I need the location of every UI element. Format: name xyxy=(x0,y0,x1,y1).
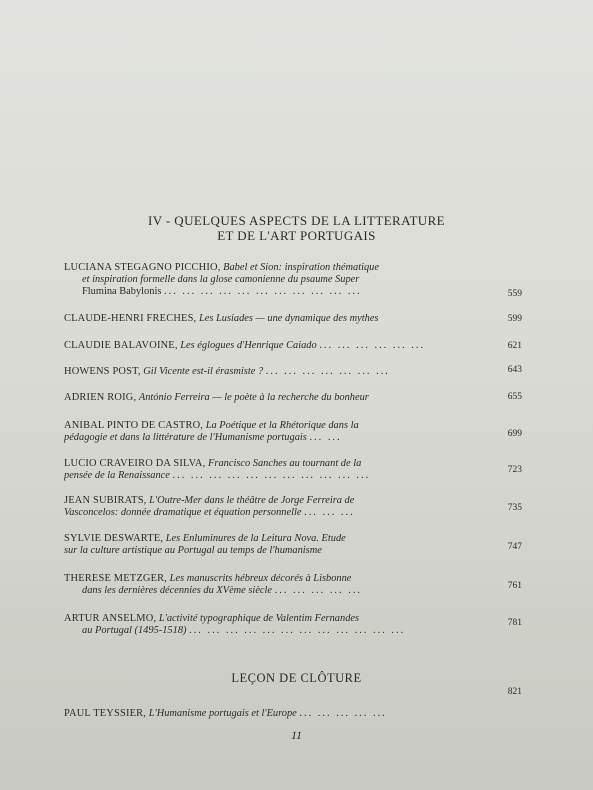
leader-dots: ... ... ... ... ... ... ... ... ... ... ... xyxy=(164,286,362,297)
toc-entry xyxy=(64,392,544,404)
leader-dots: ... ... ... ... ... ... ... ... ... ... ... xyxy=(172,470,371,481)
toc-entry xyxy=(64,340,544,352)
entry-page-number: 781 xyxy=(507,618,522,628)
toc-entry xyxy=(64,687,544,720)
page-number: 11 xyxy=(290,728,303,742)
toc-entry xyxy=(64,420,544,444)
entry-title-cont: pensée de la Renaissance xyxy=(64,470,170,481)
entry-author: ANIBAL PINTO DE CASTRO, xyxy=(64,420,204,431)
entry-page-number: 821 xyxy=(507,687,522,697)
entry-title: Francisco Sanches au tournant de la xyxy=(208,458,362,469)
entry-page-number: 761 xyxy=(507,581,522,591)
entry-title: Les manuscrits hébreux décorés à Lisbonne xyxy=(169,573,352,584)
entry-page-number: 747 xyxy=(507,542,522,552)
toc-entry xyxy=(64,262,544,298)
toc-entry xyxy=(64,458,544,482)
entry-title: L'Outre-Mer dans le théâtre de Jorge Ferreira de xyxy=(149,495,355,506)
toc-entry xyxy=(64,366,544,378)
entry-page-number: 735 xyxy=(507,503,522,513)
entry-author: PAUL TEYSSIER, xyxy=(64,708,147,719)
closing-heading: LEÇON DE CLÔTURE xyxy=(231,671,362,685)
entry-title: Babel et Sion: inspiration thématique xyxy=(223,262,379,273)
entry-author: LUCIO CRAVEIRO DA SILVA, xyxy=(64,458,206,469)
entry-author: LUCIANA STEGAGNO PICCHIO, xyxy=(64,262,221,273)
entry-author: CLAUDIE BALAVOINE, xyxy=(64,340,178,351)
entry-page-number: 699 xyxy=(507,429,522,439)
entry-author: HOWENS POST, xyxy=(64,366,141,377)
leader-dots: ... ... ... ... ... ... ... ... ... ... ... ... xyxy=(189,625,406,636)
entry-author: THERESE METZGER, xyxy=(64,573,168,584)
entry-title: L'Humanisme portugais et l'Europe xyxy=(148,708,297,719)
entry-page-number: 599 xyxy=(507,314,522,324)
toc-entry xyxy=(64,313,544,325)
leader-dots: ... ... ... ... ... xyxy=(274,585,363,596)
toc-entry xyxy=(64,613,544,637)
entry-title: La Poétique et la Rhétorique dans la xyxy=(205,420,359,431)
leader-dots: ... ... ... ... ... ... xyxy=(319,340,426,351)
entry-page-number: 655 xyxy=(507,392,522,402)
entry-author: JEAN SUBIRATS, xyxy=(64,495,147,506)
entry-title-cont: Vasconcelos: donnée dramatique et équation personnelle xyxy=(64,507,302,518)
toc-entry xyxy=(64,573,544,597)
entry-title-cont: sur la culture artistique au Portugal au temps de l'humanisme xyxy=(64,545,322,556)
entry-title: Les Lusiades — une dynamique des mythes xyxy=(198,313,379,324)
entry-title-cont: au Portugal (1495-1518) xyxy=(82,625,187,636)
leader-dots: ... ... ... ... ... ... ... xyxy=(265,366,390,377)
section-title-line2: ET DE L'ART PORTUGAIS xyxy=(217,228,376,243)
entry-title-cont: et inspiration formelle dans la glose camonienne du psaume Super xyxy=(82,274,360,285)
entry-page-number: 621 xyxy=(507,341,522,351)
entry-title-cont: dans les dernières décennies du XVème siècle xyxy=(82,585,273,596)
entry-author: ADRIEN ROIG, xyxy=(64,392,137,403)
leader-dots: ... ... ... ... ... xyxy=(299,708,387,719)
entry-title-cont: Flumina Babylonis xyxy=(82,286,162,297)
entry-title: António Ferreira — le poète à la recherche du bonheur xyxy=(138,392,369,403)
leader-dots: ... ... xyxy=(309,432,342,443)
entry-page-number: 559 xyxy=(507,289,522,299)
toc-entry xyxy=(64,533,544,557)
entry-page-number: 643 xyxy=(507,365,522,375)
entry-title: Gil Vicente est-il érasmiste ? xyxy=(143,366,264,377)
toc-entry xyxy=(64,495,544,519)
entry-title-cont: pédagogie et dans la littérature de l'Humanisme portugais xyxy=(64,432,307,443)
entry-title: Les Enluminures de la Leitura Nova. Etude xyxy=(165,533,346,544)
entry-title: Les églogues d'Henrique Caiado xyxy=(180,340,317,351)
entry-author: ARTUR ANSELMO, xyxy=(64,613,157,624)
leader-dots: ... ... ... xyxy=(304,507,355,518)
section-title-line1: IV - QUELQUES ASPECTS DE LA LITTERATURE xyxy=(147,213,446,228)
entry-author: CLAUDE-HENRI FRECHES, xyxy=(64,313,197,324)
entry-author: SYLVIE DESWARTE, xyxy=(64,533,164,544)
entry-page-number: 723 xyxy=(507,465,522,475)
entry-title: L'activité typographique de Valentim Fernandes xyxy=(158,613,360,624)
